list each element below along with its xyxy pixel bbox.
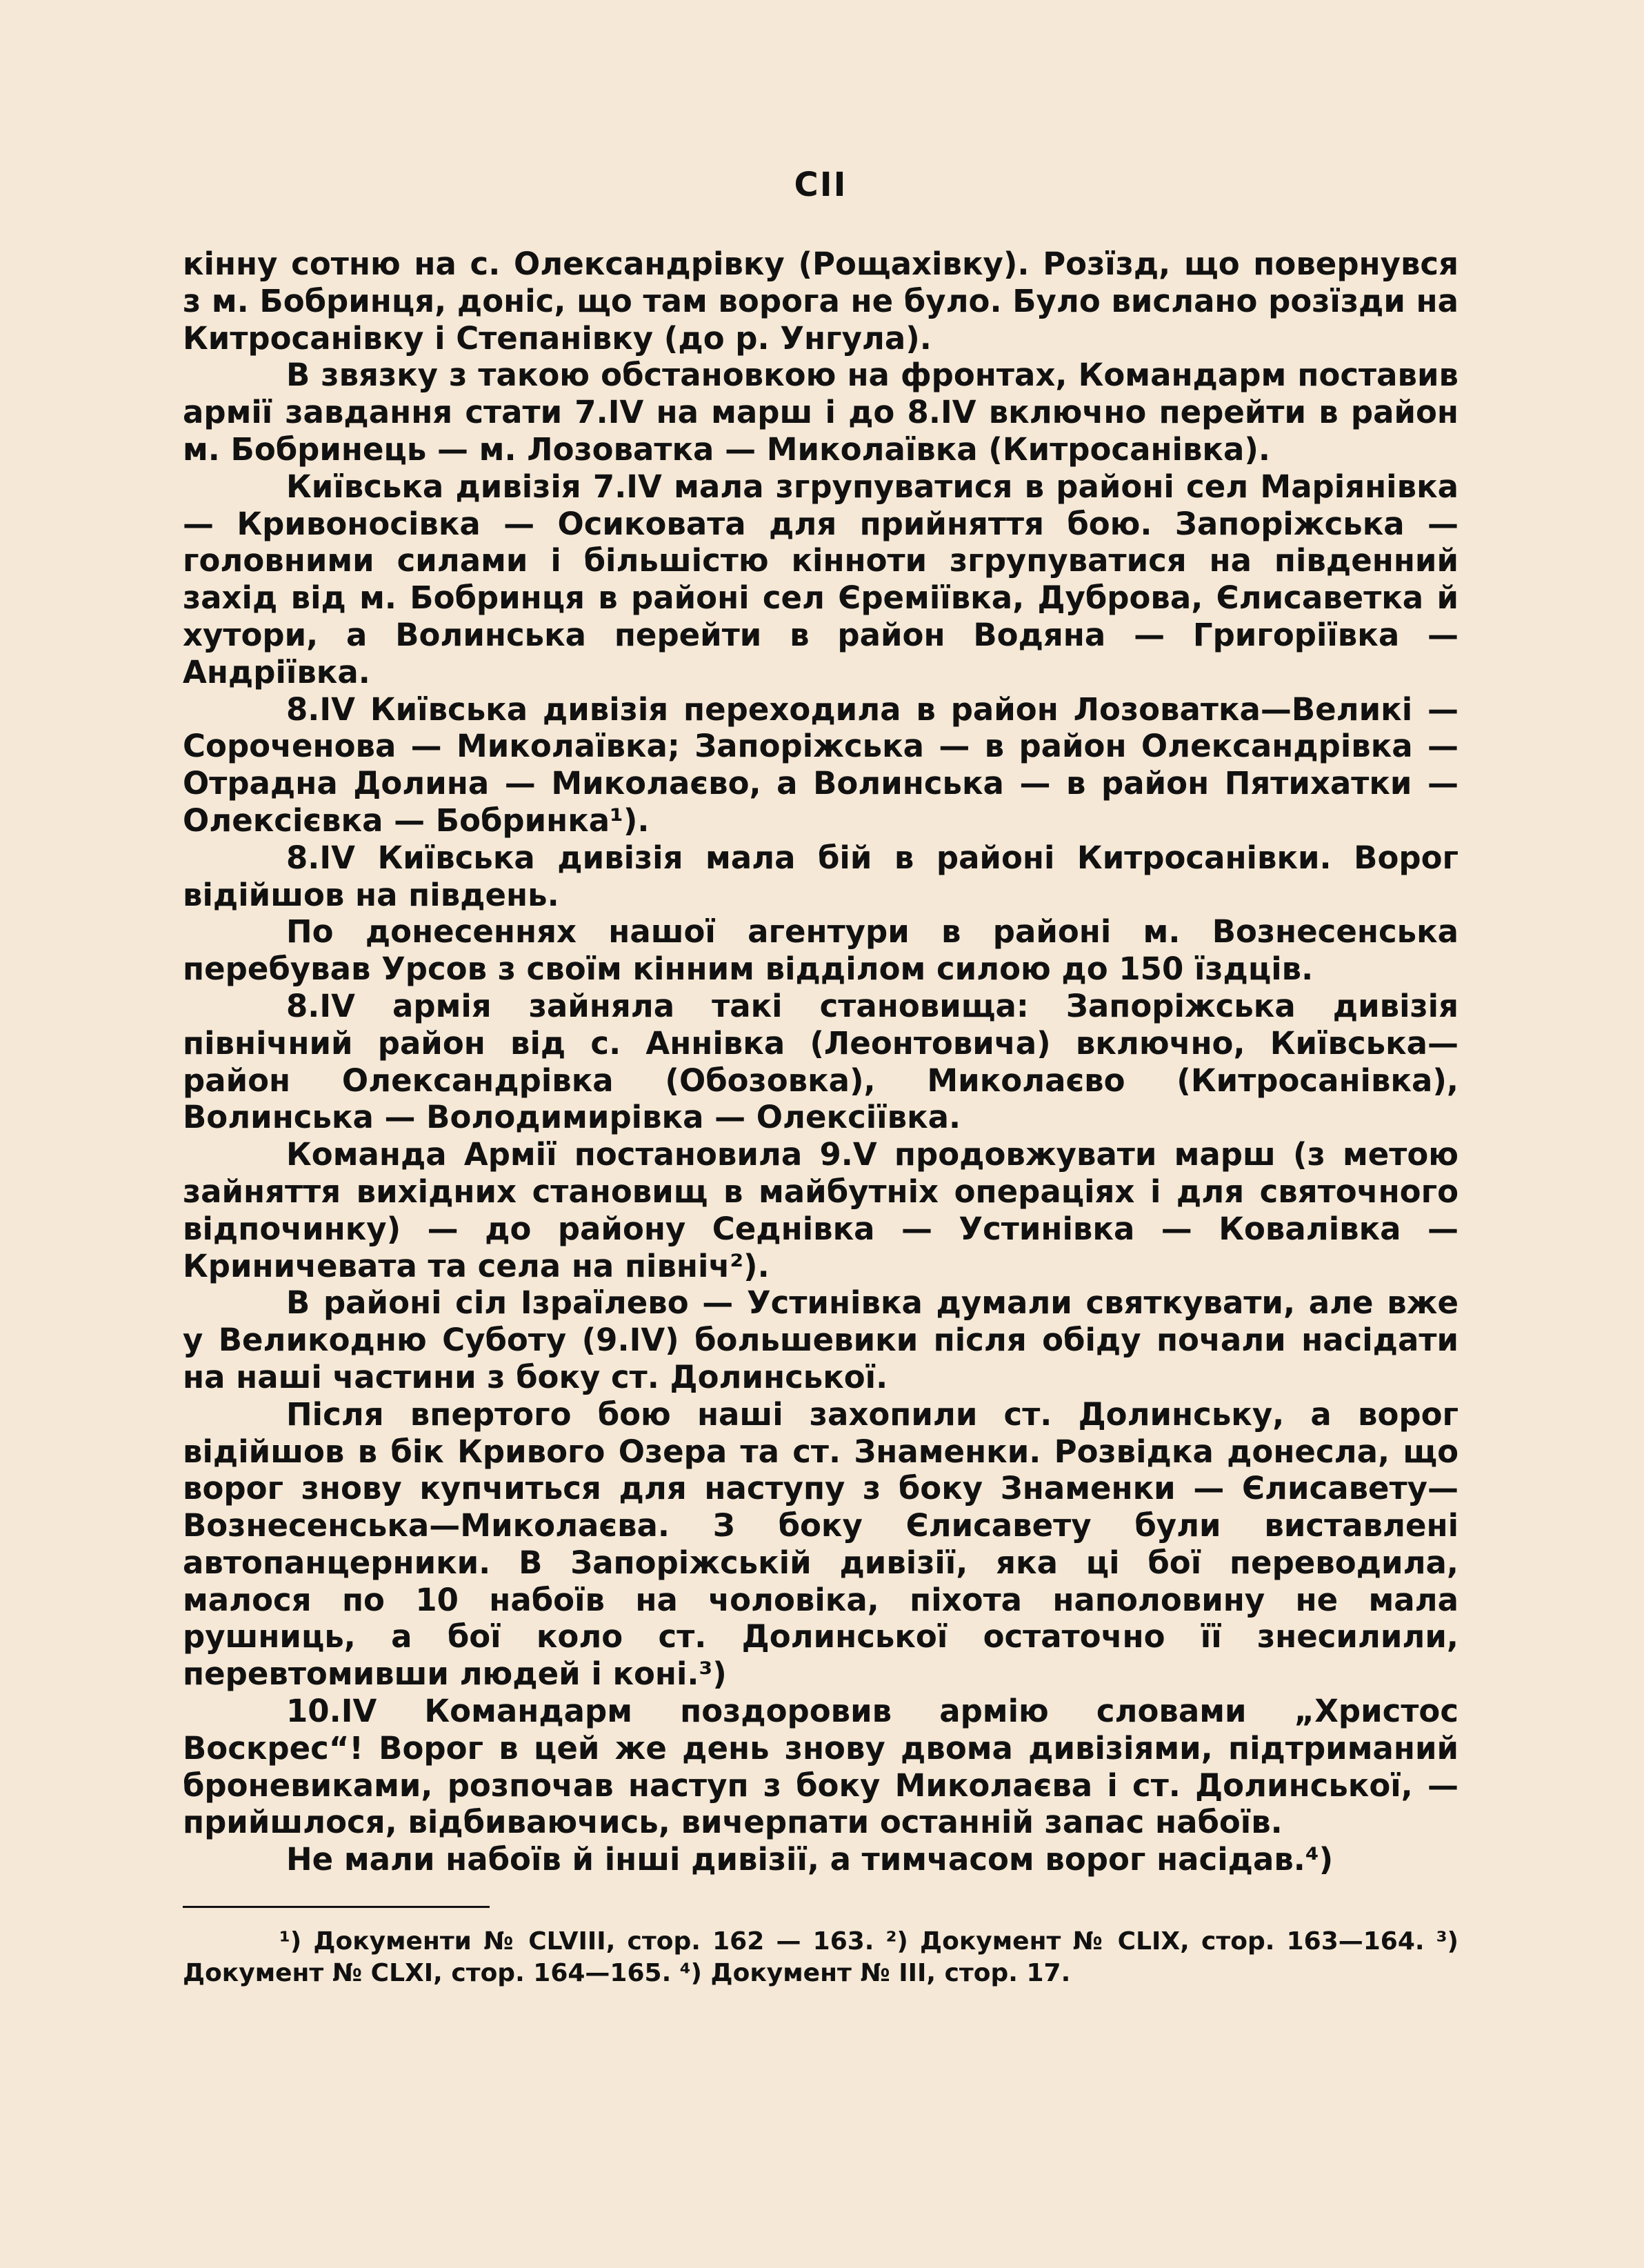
paragraph: Команда Армії постановила 9.V продовжувати марш (з метою зайняття вихідних становищ в майбутніх операціях і для святочного відпочинку) — до району Седнівка — Устинівка — Ковалівка — Криничевата та села на північ²). xyxy=(183,1136,1458,1284)
paragraph: 8.IV Київська дивізія мала бій в районі Китросанівки. Ворог відійшов на південь. xyxy=(183,839,1458,913)
document-page xyxy=(183,166,1458,1989)
paragraph: Не мали набоїв й інші дивізії, а тимчасом ворог насідав.⁴) xyxy=(286,1841,1334,1878)
paragraph: По донесеннях нашої агентури в районі м. Вознесенська перебував Урсов з своїм кінним відділом силою до 150 їздців. xyxy=(183,913,1458,988)
body-text xyxy=(183,246,1458,1878)
page-number: CII xyxy=(794,166,848,204)
paragraph: В звязку з такою обстановкою на фронтах, Командарм поставив армії завдання стати 7.IV на марш і до 8.IV включно перейти в район м. Бобринець — м. Лозоватка — Миколаївка (Китросанівка). xyxy=(183,357,1458,468)
paragraph: 8.IV Київська дивізія переходила в район Лозоватка—Великі — Сороченова — Миколаївка; Запоріжська — в район Олександрівка — Отрадна Долина — Миколаєво, а Волинська — в район Пятихатки — Олексієвка — Бобринка¹). xyxy=(183,690,1458,839)
footnotes xyxy=(183,1926,1458,1989)
paragraph: В районі сіл Ізраїлево — Устинівка думали святкувати, але вже у Великодню Суботу (9.IV) большевики після обіду почали насідати на наші частини з боку ст. Долинської. xyxy=(183,1284,1458,1395)
footnote-text: ¹) Документи № CLVIII, стор. 162 — 163. ²) Документ № CLIX, стор. 163—164. ³) Документ № CLXI, стор. 164—165. ⁴) Документ № III, стор. 17. xyxy=(183,1927,1458,1988)
paragraph: 10.IV Командарм поздоровив армію словами „Христос Воскрес“! Ворог в цей же день знову двома дивізіями, підтриманий броневиками, розпочав наступ з боку Миколаєва і ст. Долинської, — прийшлося, відбиваючись, вичерпати останній запас набоїв. xyxy=(183,1693,1458,1841)
paragraph: Київська дивізія 7.IV мала згрупуватися в районі сел Маріянівка — Кривоносівка — Осиковата для прийняття бою. Запоріжська — головними силами і більшістю кінноти згрупуватися на південний захід від м. Бобринця в районі сел Єреміївка, Дуброва, Єлисаветка й хутори, а Волинська перейти в район Водяна — Григоріївка — Андріївка. xyxy=(183,468,1458,690)
paragraph: 8.IV армія зайняла такі становища: Запоріжська дивізія північний район від с. Аннівка (Леонтовича) включно, Київська—район Олександрівка (Обозовка), Миколаєво (Китросанівка), Волинська — Володимирівка — Олексіївка. xyxy=(183,987,1458,1136)
paragraph: Після впертого бою наші захопили ст. Долинську, а ворог відійшов в бік Кривого Озера та ст. Знаменки. Розвідка донесла, що ворог знову купчиться для наступу з боку Знаменки — Єлисавету—Вознесенська—Миколаєва. З боку Єлисавету були виставлені автопанцерники. В Запоріжській дивізії, яка ці бої переводила, малося по 10 набоїв на чоловіка, піхота наполовину не мала рушниць, а бої коло ст. Долинської остаточно її знесилили, перевтомивши людей і коні.³) xyxy=(183,1395,1458,1693)
paragraph: кінну сотню на с. Олександрівку (Рощахівку). Розїзд, що повернувся з м. Бобринця, доніс, що там ворога не було. Було вислано розїзди на Китросанівку і Степанівку (до р. Унгула). xyxy=(183,246,1458,357)
footnote-divider xyxy=(183,1906,490,1908)
